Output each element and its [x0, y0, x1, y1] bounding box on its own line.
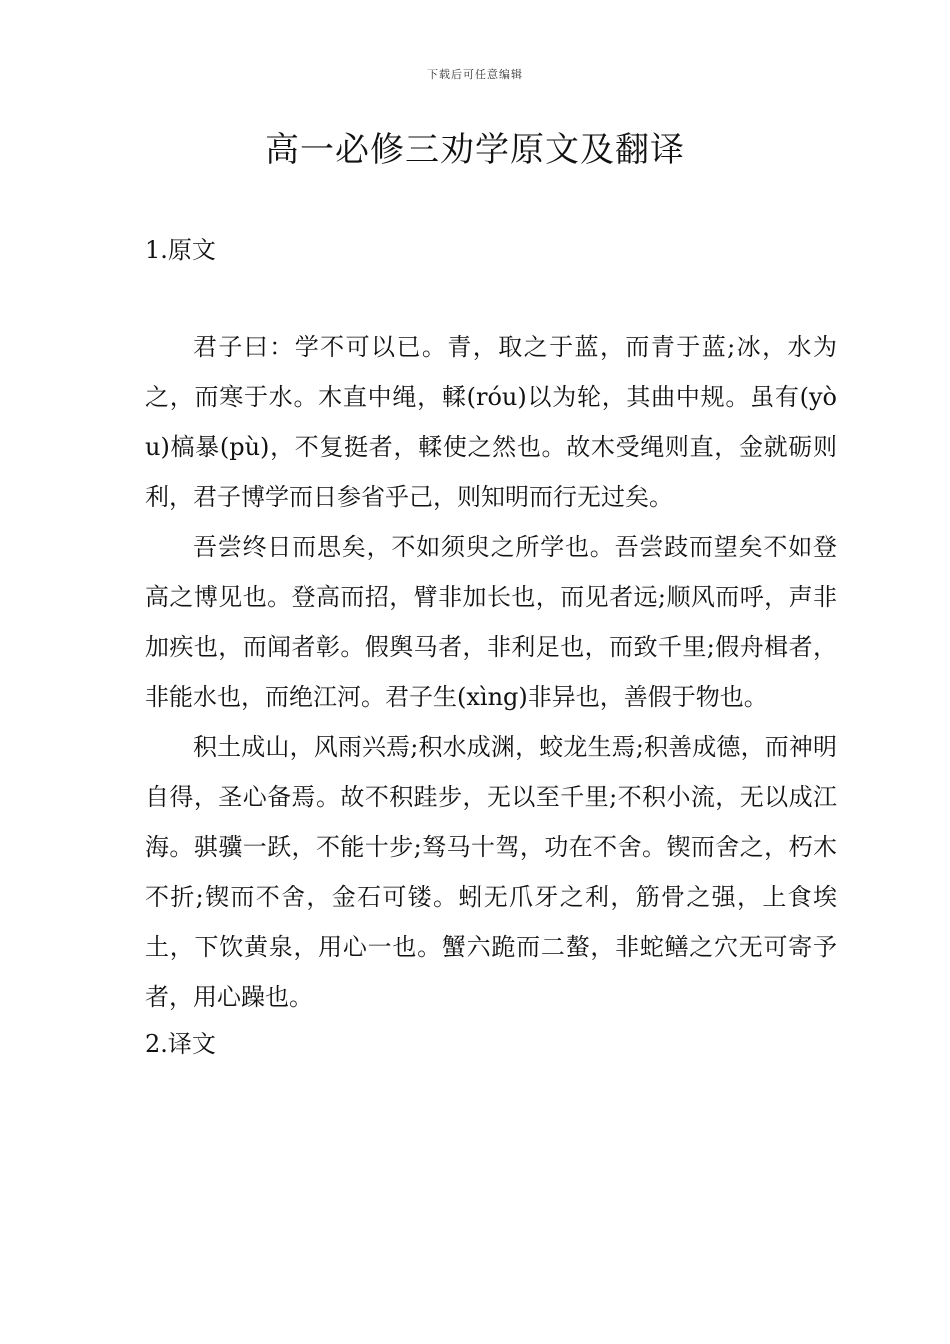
paragraph-1: 君子曰：学不可以已。青，取之于蓝，而青于蓝;冰，水为之，而寒于水。木直中绳，輮(róu)以为轮，其曲中规。虽有(yòu)槁暴(pù)，不复挺者，輮使之然也。故木受绳则直，金就砺则利，君子博学而日参省乎己，则知明而行无过矣。	[145, 333, 837, 511]
section-heading-translation: 2.译文	[145, 1030, 216, 1058]
section-heading-original: 1.原文	[145, 236, 216, 264]
document-title: 高一必修三劝学原文及翻译	[265, 130, 685, 170]
paragraph-3: 积土成山，风雨兴焉;积水成渊，蛟龙生焉;积善成德，而神明自得，圣心备焉。故不积跬步，无以至千里;不积小流，无以成江海。骐骥一跃，不能十步;驽马十驾，功在不舍。锲而舍之，朽木不折;锲而不舍，金石可镂。蚓无爪牙之利，筋骨之强，上食埃土，下饮黄泉，用心一也。蟹六跪而二螯，非蛇鳝之穴无可寄予者，用心躁也。	[145, 733, 837, 1011]
paragraph-2: 吾尝终日而思矣，不如须臾之所学也。吾尝跂而望矣不如登高之博见也。登高而招，臂非加长也，而见者远;顺风而呼，声非加疾也，而闻者彰。假舆马者，非利足也，而致千里;假舟楫者，非能水也，而绝江河。君子生(xìng)非异也，善假于物也。	[145, 533, 837, 711]
document-body	[145, 228, 837, 1066]
header-note: 下载后可任意编辑	[427, 68, 523, 81]
